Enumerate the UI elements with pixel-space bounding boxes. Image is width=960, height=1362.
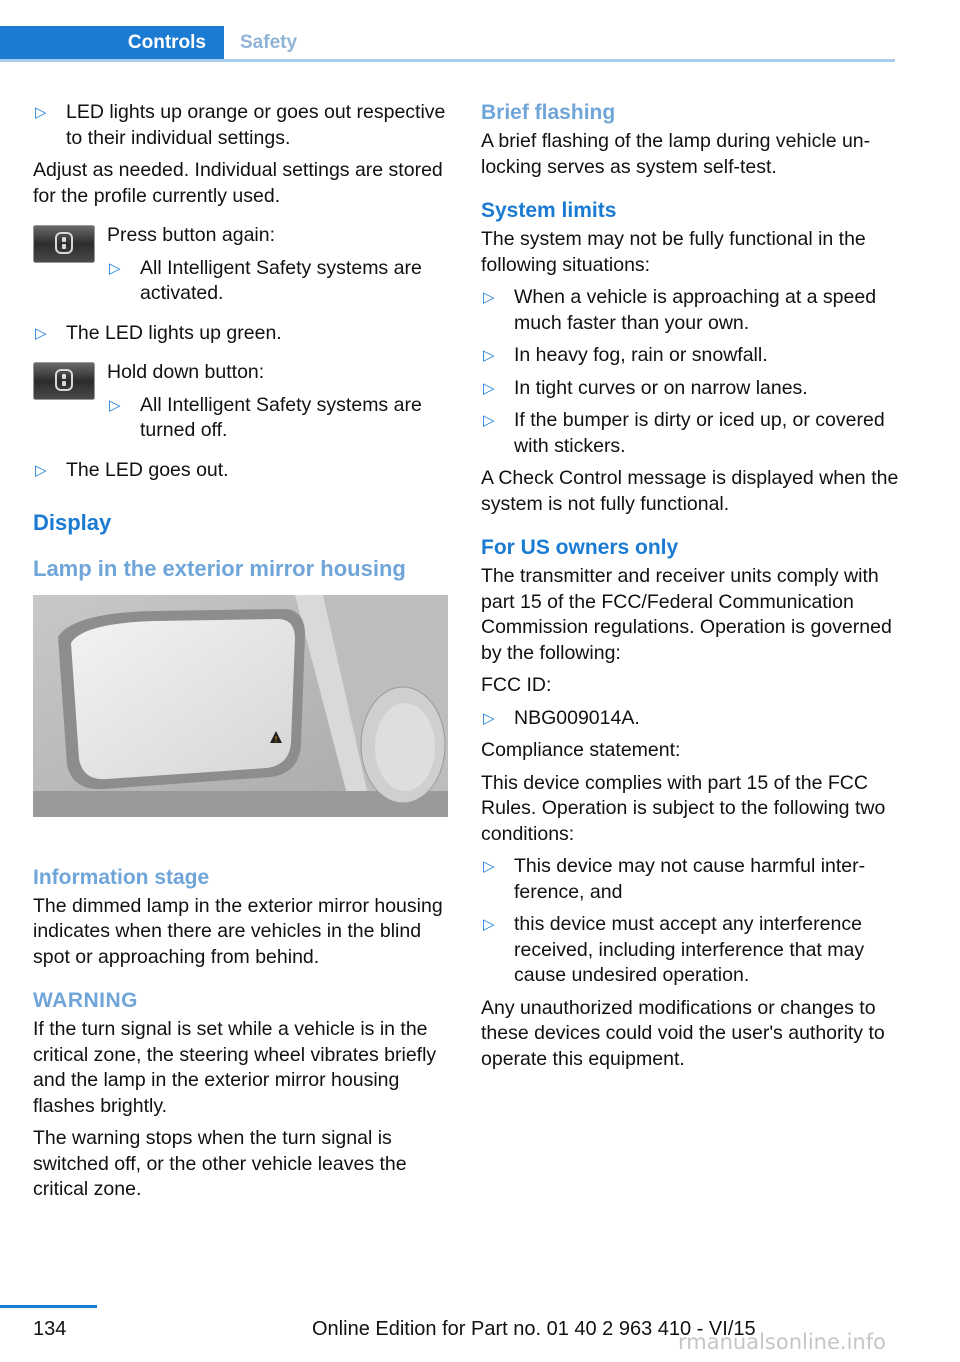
right-column xyxy=(481,100,899,1079)
adjust-paragraph: Adjust as needed. Individual settings are stored for the profile currently used. xyxy=(33,159,443,207)
list-item xyxy=(481,706,899,732)
hold-down-label: Hold down button: xyxy=(107,361,265,383)
tab-controls[interactable]: Controls xyxy=(0,26,224,60)
svg-text:!: ! xyxy=(274,735,278,744)
press-again-content xyxy=(107,223,448,314)
bullet-triangle-icon: ▷ xyxy=(483,347,495,364)
list-item xyxy=(481,408,899,459)
bullet-triangle-icon: ▷ xyxy=(35,461,47,479)
us-owners-text: The transmitter and receiver units comply with part 15 of the FCC/Federal Communication Commission regulations. Operation is governed by the following: xyxy=(481,565,892,664)
bullet-triangle-icon: ▷ xyxy=(35,104,47,121)
info-stage-heading: Information stage xyxy=(33,865,210,889)
bullet-text: All Intelligent Safety systems are turned off. xyxy=(140,393,422,441)
bullet-triangle-icon: ▷ xyxy=(483,379,495,397)
list-item xyxy=(481,285,899,336)
hold-down-row xyxy=(33,360,448,451)
watermark: rmanualsonline.info xyxy=(678,1330,886,1354)
bullet-text: When a vehicle is approaching at a speed much faster than your own. xyxy=(514,286,877,334)
bullet-text: this device must accept any interference received, including interference that may cause undesired operation. xyxy=(514,913,865,986)
bullet-triangle-icon: ▷ xyxy=(483,289,495,306)
warning-text: If the turn signal is set while a vehicle is in the critical zone, the steering wheel vibrates briefly and the lamp in the exterior mirror housing flashes brightly. xyxy=(33,1018,437,1117)
bullet-triangle-icon: ▷ xyxy=(483,916,495,933)
brief-flashing-text: A brief flashing of the lamp during vehicle unlocking serves as system self-test. xyxy=(481,130,871,178)
compliance-text: This device complies with part 15 of the FCC Rules. Operation is subject to the following two conditions: xyxy=(481,771,886,845)
list-item xyxy=(107,393,448,444)
bullet-text: LED lights up orange or goes out respective to their individual settings. xyxy=(66,101,446,149)
list-item xyxy=(33,458,448,484)
intelligent-safety-button-icon xyxy=(33,362,95,400)
bullet-text: In tight curves or on narrow lanes. xyxy=(514,376,808,399)
display-heading: Display xyxy=(33,510,112,535)
fcc-id-label: FCC ID: xyxy=(481,674,552,696)
list-item xyxy=(481,376,899,402)
list-item xyxy=(33,321,448,347)
hold-down-content xyxy=(107,360,448,451)
bullet-text: All Intelligent Safety systems are activated. xyxy=(140,256,422,304)
list-item xyxy=(33,100,448,151)
bullet-triangle-icon: ▷ xyxy=(35,324,47,342)
tab-safety[interactable]: Safety xyxy=(240,32,298,53)
list-item xyxy=(107,256,448,307)
bullet-triangle-icon: ▷ xyxy=(483,858,495,875)
info-stage-text: The dimmed lamp in the exterior mirror housing indicates when there are vehicles in the blind spot or approaching from behind. xyxy=(33,894,443,968)
system-limits-heading: System limits xyxy=(481,199,617,222)
compliance-label: Compliance statement: xyxy=(481,739,681,761)
bullet-triangle-icon: ▷ xyxy=(483,412,495,429)
press-again-label: Press button again: xyxy=(107,224,276,246)
footer-divider xyxy=(0,1305,97,1308)
bullet-text: In heavy fog, rain or snowfall. xyxy=(514,344,768,366)
fcc-id-value: NBG009014A. xyxy=(514,706,640,729)
bullet-text: If the bumper is dirty or iced up, or covered with stickers. xyxy=(514,409,885,457)
bullet-triangle-icon: ▷ xyxy=(109,259,121,277)
system-limits-intro: The system may not be fully functional in the following situations: xyxy=(481,228,866,276)
intelligent-safety-button-icon xyxy=(33,225,95,263)
lamp-heading: Lamp in the exterior mirror housing xyxy=(33,556,406,581)
warning-stops-text: The warning stops when the turn signal is switched off, or the other vehicle leaves the critical zone. xyxy=(33,1127,407,1200)
list-item xyxy=(481,912,899,989)
header-tabs xyxy=(0,26,895,62)
left-column xyxy=(33,100,448,1210)
exterior-mirror-illustration xyxy=(33,595,448,817)
press-again-row xyxy=(33,223,448,314)
bullet-text: The LED goes out. xyxy=(66,458,229,481)
bullet-triangle-icon: ▷ xyxy=(109,396,121,414)
online-edition: Online Edition for Part no. 01 40 2 963 410 - VI/15 xyxy=(312,1318,756,1340)
page-number: 134 xyxy=(33,1318,67,1340)
header-divider xyxy=(0,59,895,62)
unauthorized-text: Any unauthorized modifications or changes to these devices could void the user's authority to operate this equipment. xyxy=(481,996,885,1070)
check-control-text: A Check Control message is displayed when the system is not fully functional. xyxy=(481,467,899,515)
us-owners-heading: For US owners only xyxy=(481,536,679,559)
warning-heading: WARNING xyxy=(33,989,138,1012)
list-item xyxy=(481,854,899,905)
brief-flashing-heading: Brief flashing xyxy=(481,101,616,124)
bullet-text: This device may not cause harmful interference, and xyxy=(514,855,866,903)
list-item xyxy=(481,343,899,369)
bullet-text: The LED lights up green. xyxy=(66,321,282,344)
bullet-triangle-icon: ▷ xyxy=(483,709,495,727)
